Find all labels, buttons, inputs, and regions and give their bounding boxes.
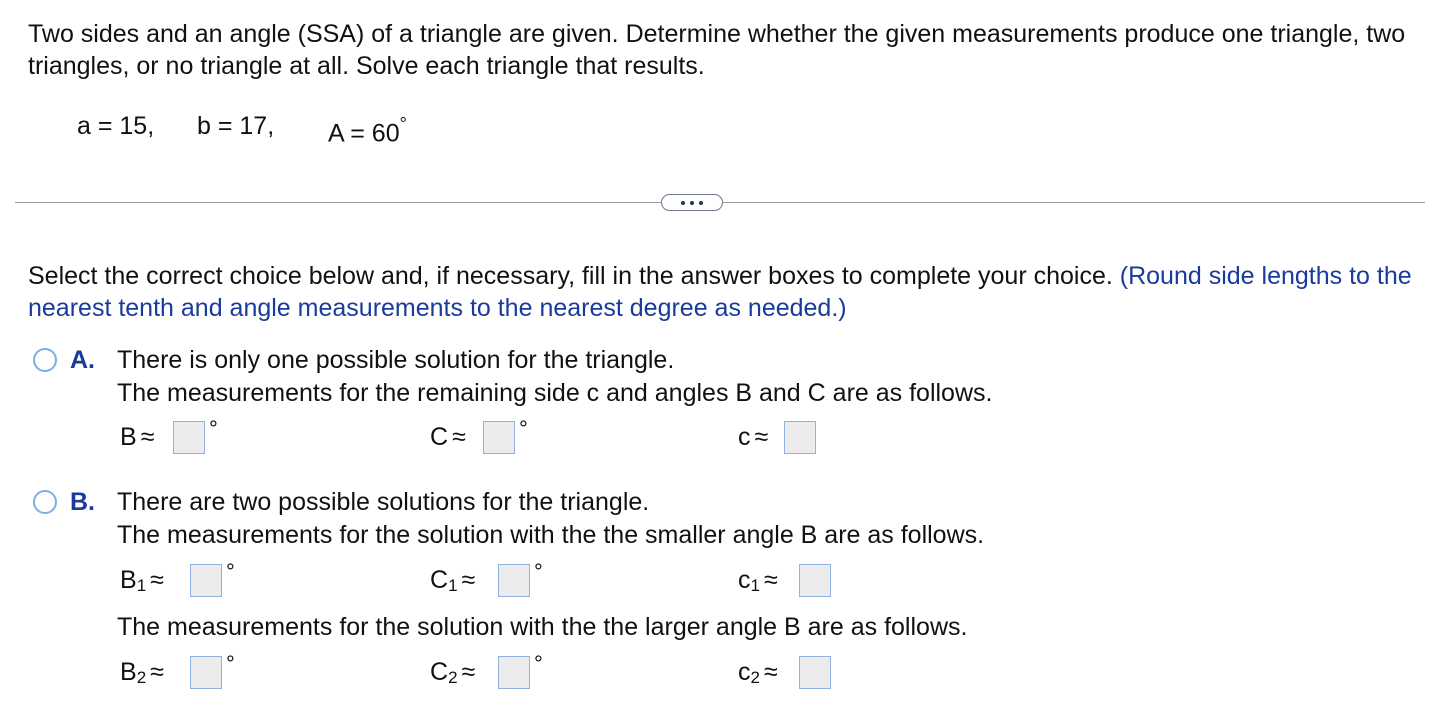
option-a-C-label [430,421,466,453]
option-a-radio[interactable] [33,348,57,372]
subscript: 2 [750,668,760,687]
subscript: 2 [448,668,458,687]
degree-symbol: ° [534,559,543,584]
approx-symbol: ≈ [461,566,476,594]
degree-symbol: ° [534,651,543,676]
option-b-B2-input[interactable] [190,656,222,689]
degree-symbol: ° [209,416,218,441]
option-a-line2: The measurements for the remaining side c and angles B and C are as follows. [117,379,993,407]
option-b-C1-input[interactable] [498,564,530,597]
option-a-B-label [120,421,154,453]
var-letter: B [120,423,137,451]
approx-symbol: ≈ [150,658,164,686]
degree-symbol: ° [226,559,235,584]
option-b-letter: B. [70,488,95,516]
option-b-c1-input[interactable] [799,564,831,597]
approx-symbol: ≈ [763,566,778,594]
subscript: 1 [448,576,458,595]
ellipsis-dot [690,201,694,205]
var-letter: c [738,566,751,594]
option-b-c1-label [738,564,778,599]
option-b-B2-label [120,656,164,691]
approx-symbol: ≈ [461,658,476,686]
rounding-hint: (Round side lengths to the nearest tenth and angle measurements to the nearest degree as needed.) [28,262,1412,322]
show-more-button[interactable] [661,194,723,211]
approx-symbol: ≈ [150,566,164,594]
given-angle-A [328,110,407,149]
approx-symbol: ≈ [140,423,155,451]
var-letter: c [738,658,751,686]
approx-symbol: ≈ [452,423,466,451]
option-b-B1-input[interactable] [190,564,222,597]
var-letter: c [738,423,751,451]
ellipsis-dot [699,201,703,205]
var-letter: C [430,658,449,686]
option-b-B1-label [120,564,164,599]
option-a-C-input[interactable] [483,421,515,454]
degree-symbol: ° [226,651,235,676]
var-letter: B [120,566,137,594]
given-side-b: b = 17, [197,112,275,140]
degree-symbol: ° [399,114,407,134]
given-angle-A-value: A = 60 [328,119,400,148]
option-b-line1: There are two possible solutions for the triangle. [117,488,650,516]
subscript: 2 [136,668,147,687]
option-b-C2-label [430,656,475,691]
var-letter: C [430,566,449,594]
degree-symbol: ° [519,416,528,441]
option-b-c2-label [738,656,778,691]
option-a-B-input[interactable] [173,421,205,454]
option-b-C2-input[interactable] [498,656,530,689]
option-b-c2-input[interactable] [799,656,831,689]
option-b-C1-label [430,564,475,599]
option-a-c-input[interactable] [784,421,816,454]
given-side-a: a = 15, [77,112,155,140]
question-prompt: Two sides and an angle (SSA) of a triangle are given. Determine whether the given measurements produce one triangle, two triangles, or no triangle at all. Solve each triangle that results. [28,20,1406,80]
subscript: 1 [750,576,760,595]
option-a-letter: A. [70,346,95,374]
option-a-c-label [738,421,768,453]
instructions-text: Select the correct choice below and, if necessary, fill in the answer boxes to complete your choice. [28,262,1113,290]
approx-symbol: ≈ [763,658,778,686]
option-b-line3: The measurements for the solution with the the larger angle B are as follows. [117,613,968,641]
option-a-line1: There is only one possible solution for the triangle. [117,346,675,374]
ellipsis-dot [681,201,685,205]
option-b-radio[interactable] [33,490,57,514]
instructions [28,260,1418,324]
subscript: 1 [136,576,147,595]
var-letter: B [120,658,137,686]
approx-symbol: ≈ [754,423,769,451]
option-b-line2: The measurements for the solution with the the smaller angle B are as follows. [117,521,985,549]
var-letter: C [430,423,449,451]
